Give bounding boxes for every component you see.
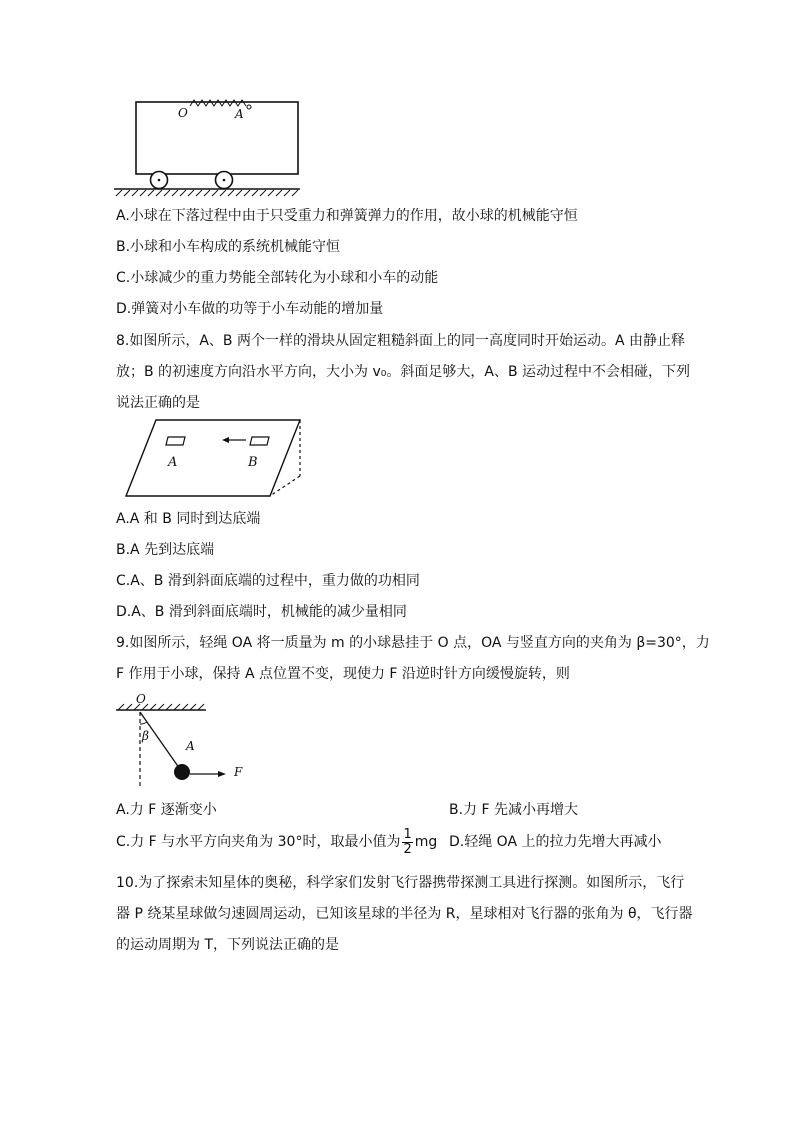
q9-option-d: D.轻绳 OA 上的拉力先增大再减小 bbox=[449, 834, 662, 850]
q9-option-c bbox=[116, 826, 437, 858]
q7-option-a: A.小球在下落过程中由于只受重力和弹簧弹力的作用，故小球的机械能守恒 bbox=[116, 208, 578, 224]
q7-option-b: B.小球和小车构成的系统机械能守恒 bbox=[116, 239, 341, 255]
q8-option-a: A.A 和 B 同时到达底端 bbox=[116, 511, 261, 527]
fraction-one-half bbox=[402, 828, 412, 857]
q10-stem-line1: 10.为了探索未知星体的奥秘，科学家们发射飞行器携带探测工具进行探测。如图所示，飞行 bbox=[116, 875, 685, 891]
incline-surface bbox=[126, 420, 300, 496]
q8-stem-line2: 放；B 的初速度方向沿水平方向，大小为 v₀。斜面足够大，A、B 运动过程中不会相碰，下列 bbox=[116, 364, 691, 380]
block-b bbox=[250, 437, 269, 445]
incline-figure bbox=[112, 416, 308, 502]
fraction-denominator: 2 bbox=[403, 841, 412, 857]
cart-label-a: A bbox=[235, 107, 244, 121]
pendulum-label-a: A bbox=[186, 739, 195, 753]
pendulum-label-beta: β bbox=[142, 729, 149, 743]
pendulum-label-f: F bbox=[234, 765, 243, 779]
incline-label-a: A bbox=[168, 455, 178, 470]
q9-stem-line1: 9.如图所示，轻绳 OA 将一质量为 m 的小球悬挂于 O 点，OA 与竖直方向的夹角为 β=30°，力 bbox=[116, 635, 710, 651]
q8-option-c: C.A、B 滑到斜面底端的过程中，重力做的功相同 bbox=[116, 573, 420, 589]
q8-option-b: B.A 先到达底端 bbox=[116, 542, 215, 558]
q8-option-d: D.A、B 滑到斜面底端时，机械能的减少量相同 bbox=[116, 604, 407, 620]
q10-stem-line3: 的运动周期为 T，下列说法正确的是 bbox=[116, 937, 340, 953]
q9-option-c-text: C.力 F 与水平方向夹角为 30°时，取最小值为 bbox=[116, 834, 401, 850]
pendulum-figure bbox=[112, 690, 262, 790]
cart-figure bbox=[114, 96, 304, 198]
fraction-numerator: 1 bbox=[403, 826, 412, 842]
cart-body bbox=[136, 102, 298, 174]
arrow-v0 bbox=[222, 437, 229, 443]
spring bbox=[190, 100, 246, 106]
q8-stem-line1: 8.如图所示，A、B 两个一样的滑块从固定粗糙斜面上的同一高度同时开始运动。A 由静止释 bbox=[116, 333, 686, 349]
pendulum-label-o: O bbox=[136, 692, 146, 706]
q9-option-c-unit: mg bbox=[414, 834, 438, 850]
block-a bbox=[166, 437, 185, 445]
incline-label-b: B bbox=[248, 455, 258, 470]
q10-stem-line2: 器 P 绕某星球做匀速圆周运动，已知该星球的半径为 R，星球相对飞行器的张角为 θ，飞行器 bbox=[116, 906, 693, 922]
q9-option-a: A.力 F 逐渐变小 bbox=[116, 802, 217, 818]
q8-stem-line3: 说法正确的是 bbox=[116, 395, 200, 411]
q9-option-b: B.力 F 先减小再增大 bbox=[449, 802, 579, 818]
cart-label-o: O bbox=[178, 106, 188, 120]
q7-option-c: C.小球减少的重力势能全部转化为小球和小车的动能 bbox=[116, 270, 439, 286]
q9-stem-line2: F 作用于小球，保持 A 点位置不变，现使力 F 沿逆时针方向缓慢旋转，则 bbox=[116, 666, 570, 682]
q7-option-d: D.弹簧对小车做的功等于小车动能的增加量 bbox=[116, 301, 384, 317]
ball bbox=[174, 764, 190, 780]
ball bbox=[247, 105, 251, 109]
